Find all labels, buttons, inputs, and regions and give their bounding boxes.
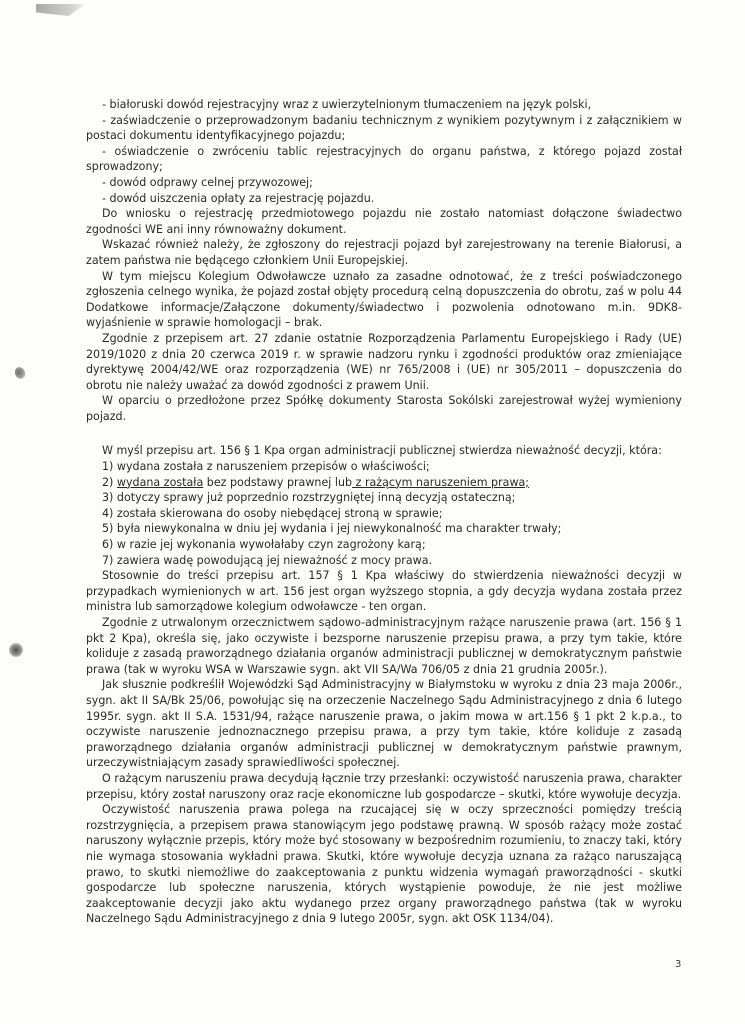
bullet-item: - białoruski dowód rejestracyjny wraz z uwierzytelnionym tłumaczeniem na język polski, xyxy=(102,98,592,111)
paragraph: W tym miejscu Kolegium Odwoławcze uznało za zasadne odnotować, że z treści poświadczonego zgłoszenia celnego wynika, że pojazd został objęty procedurą celną dopuszczenia do obrotu, zaś w polu 44 Dodatkowe informacje/Załączone dokumenty/świadectwo i pozwolenia odnotowano m.in. 9DK8- wyjaśnienie w sprawie homologacji – brak. xyxy=(86,269,682,330)
paragraph: Jak słusznie podkreślił Wojewódzki Sąd Administracyjny w Białymstoku w wyroku z dnia 23 maja 2006r., sygn. akt II SA/Bk 25/06, powołując się na orzeczenie Naczelnego Sądu Administracyjnego z dnia 6 lutego 1995r. sygn. akt II S.A. 1531/94, rażące naruszenie prawa, o jakim mowa w art.156 § 1 pkt 2 k.p.a., to oczywiste naruszenie jednoznacznego przepisu prawa, a przy tym takie, które koliduje z zasadą praworządnego działania organów administracji publicznej w demokratycznym państwie prawnym, urzeczywistniającym zasady sprawiedliwości społecznej. xyxy=(86,678,682,770)
punch-hole-mark xyxy=(13,365,27,380)
paragraph-intro-art156: W myśl przepisu art. 156 § 1 Kpa organ administracji publicznej stwierdza nieważność decyzji, która: xyxy=(102,444,662,458)
underlined-text: z rażącym naruszeniem prawa; xyxy=(352,475,530,489)
section-spacer xyxy=(86,424,682,443)
underlined-text: wydana została xyxy=(116,475,204,489)
paragraph: Do wniosku o rejestrację przedmiotowego pojazdu nie zostało natomiast dołączone świadectwo zgodności WE ani inny równoważny dokument. xyxy=(86,207,682,236)
list-item: 5) była niewykonalna w dniu jej wydania i jej niewykonalność ma charakter trwały; xyxy=(102,522,562,536)
art156-list xyxy=(86,459,682,568)
page-number: 3 xyxy=(675,959,682,970)
bullet-item: - dowód uiszczenia opłaty za rejestrację pojazdu. xyxy=(102,191,375,205)
paragraph: O rażącym naruszeniu prawa decydują łącznie trzy przesłanki: oczywistość naruszenia prawa, charakter przepisu, który został naruszony oraz racje ekonomiczne lub gospodarcze – skutki, które wywołuje decyzja. xyxy=(86,771,682,801)
paragraph: W oparciu o przedłożone przez Spółkę dokumenty Starosta Sokólski zarejestrował wyżej wymieniony pojazd. xyxy=(86,394,682,423)
bullet-item: - oświadczenie o zwróceniu tablic rejestracyjnych do organu państwa, z którego pojazd został sprowadzony; xyxy=(86,144,682,174)
bullet-item: - zaświadczenie o przeprowadzonym badaniu technicznym z wynikiem pozytywnym i z załącznikiem w postaci dokumentu identyfikacyjnego pojazdu; xyxy=(86,113,682,143)
list-item xyxy=(102,475,682,491)
paragraph: Stosownie do treści przepisu art. 157 § 1 Kpa właściwy do stwierdzenia nieważności decyzji w przypadkach wymienionych w art. 156 jest organ wyższego stopnia, a gdy decyzja wydana została przez ministra lub samorządowe kolegium odwoławcze - ten organ. xyxy=(86,569,682,614)
scan-corner-mark xyxy=(36,4,86,16)
list-item: 7) zawiera wadę powodującą jej nieważność z mocy prawa. xyxy=(102,553,433,567)
list-item: 1) wydana została z naruszeniem przepisów o właściwości; xyxy=(102,460,430,474)
paragraph: Wskazać również należy, że zgłoszony do rejestracji pojazd był zarejestrowany na terenie Białorusi, a zatem państwa nie będącego członkiem Unii Europejskiej. xyxy=(86,238,682,267)
list-item: 6) w razie jej wykonania wywołałaby czyn zagrożony karą; xyxy=(102,538,426,552)
paragraph: Zgodnie z utrwalonym orzecznictwem sądowo-administracyjnym rażące naruszenie prawa (art. 156 § 1 pkt 2 Kpa), określa się, jako oczywiste i bezsporne naruszenie przepisu prawa, a przy tym takie, które koliduje z zasadą praworządnego działania organów administracji publicznej w demokratycznym państwie prawa (tak w wyroku WSA w Warszawie sygn. akt VII SA/Wa 706/05 z dnia 21 grudnia 2005r.). xyxy=(86,616,682,676)
document-body xyxy=(86,97,682,927)
list-item: 4) została skierowana do osoby niebędącej stroną w sprawie; xyxy=(102,506,443,520)
list-item-prefix: 2) xyxy=(102,475,117,489)
punch-hole-mark xyxy=(9,643,23,657)
list-item: 3) dotyczy sprawy już poprzednio rozstrzygniętej inną decyzją ostateczną; xyxy=(102,491,516,505)
bullet-item: - dowód odprawy celnej przywozowej; xyxy=(102,175,313,189)
paragraph: Oczywistość naruszenia prawa polega na rzucającej się w oczy sprzeczności pomiędzy treścią rozstrzygnięcia, a przepisem prawa stanowiącym jego podstawę prawną. W sposób rażący może zostać naruszony wyłącznie przepis, który może być stosowany w bezpośrednim rozumieniu, to znaczy taki, który nie wymaga stosowania wykładni prawa. Skutki, które wywołuje decyzja uznana za rażąco naruszającą prawo, to skutki niemożliwe do zaakceptowania z punktu widzenia wymagań praworządności - skutki gospodarcze lub społeczne naruszenia, których wystąpienie powoduje, że nie jest możliwe zaakceptowanie decyzji jako aktu wydanego przez organy praworządnego państwa (tak w wyroku Naczelnego Sądu Administracyjnego z dnia 9 lutego 2005r, sygn. akt OSK 1134/04). xyxy=(86,803,682,926)
paragraph: Zgodnie z przepisem art. 27 zdanie ostatnie Rozporządzenia Parlamentu Europejskiego i Rady (UE) 2019/1020 z dnia 20 czerwca 2019 r. w sprawie nadzoru rynku i zgodności produktów oraz zmieniające dyrektywę 2004/42/WE oraz rozporządzenia (WE) nr 765/2008 i (UE) nr 305/2011 – dopuszczenia do obrotu nie należy uważać za dowód zgodności z prawem Unii. xyxy=(86,331,682,392)
list-item-text: bez podstawy prawnej lub xyxy=(203,475,353,489)
